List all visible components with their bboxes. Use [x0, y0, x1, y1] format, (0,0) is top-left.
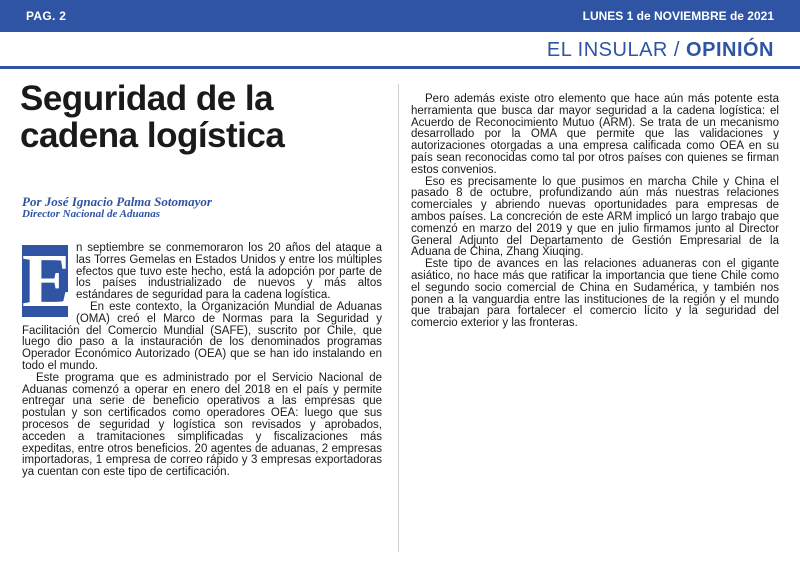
header-rule [0, 66, 800, 69]
author-role: Director Nacional de Aduanas [22, 208, 161, 220]
top-bar [0, 0, 800, 32]
paragraph-5: Eso es precisamente lo que pusimos en marcha Chile y China el pasado 8 de octubre, profundizando aún más nuestras relaciones comerciales y abriendo nuevas oportunidades para empresas de ambos países. La concreción de este ARM implicó un largo trabajo que comenzó en marzo del 2019 y que en julio firmamos junto al Director General Adjunto del Departamento de Gestión Empresarial de la Aduana de China, Zhang Xiuqing. [411, 175, 779, 259]
article-title: Seguridad de la cadena logística [20, 79, 285, 155]
page-number: PAG. 2 [26, 9, 67, 23]
section-header [547, 39, 774, 62]
paragraph-4: Pero además existe otro elemento que hace aún más potente esta herramienta que busca dar mayor seguridad a la cadena logística: el Acuerdo de Reconocimiento Mutuo (ARM). Se trata de un mecanismo desarrollado por la OMA que permite que las validaciones y autorizaciones otorgadas a una empresa calificada como OEA en su país sean reconocidas como tal por otros países con quienes se firman estos convenios. [411, 93, 779, 176]
paragraph-2: En este contexto, la Organización Mundial de Aduanas (OMA) creó el Marco de Normas para la Seguridad y Facilitación del Comercio Mundial (SAFE), suscrito por Chile, que luego dio paso a la instauración de los denominados programas Operador Económico Autorizado (OEA) que se han ido instalando en todo el mundo. [22, 300, 382, 372]
drop-cap: E [22, 239, 73, 323]
section-brand: EL INSULAR [546, 39, 668, 61]
section-name: OPINIÓN [686, 39, 774, 61]
paragraph-6: Este tipo de avances en las relaciones aduaneras con el gigante asiático, no hace más que ratificar la importancia que tiene Chile como el segundo socio comercial de China en Sudamérica, y también nos ponen a la vanguardia entre las instituciones de la región y el mundo que trabajan para fortalecer el comercio lícito y la seguridad del comercio exterior y las fronteras. [411, 258, 779, 330]
article-column-right [411, 94, 779, 330]
column-divider [398, 84, 399, 552]
section-separator: / [667, 39, 687, 61]
article-column-left [22, 239, 382, 479]
article-author: Por José Ignacio Palma Sotomayor [22, 194, 212, 209]
issue-date: LUNES 1 de NOVIEMBRE de 2021 [582, 9, 774, 23]
paragraph-1: n septiembre se conmemoraron los 20 años del ataque a las Torres Gemelas en Estados Unidos y entre los múltiples efectos que tuvo este hecho, está la adopción por parte de los países industrializado de nuevos y más altos estándares de seguridad para la cadena logística. [76, 242, 382, 302]
paragraph-3: Este programa que es administrado por el Servicio Nacional de Aduanas comenzó a operar en enero del 2018 en el país y permite entregar una serie de beneficio operativos a las empresas que postulan y son certificados como operadores OEA: luego que sus procesos de seguridad y logística son revisados y aprobados, acceden a tramitaciones simplificadas y fiscalizaciones más expeditas, entre otros beneficios. 20 agentes de aduanas, 2 empresas importadoras, 1 empresa de correo rápido y 3 empresas exportadoras ya cuentan con este tipo de certificación. [22, 371, 382, 479]
